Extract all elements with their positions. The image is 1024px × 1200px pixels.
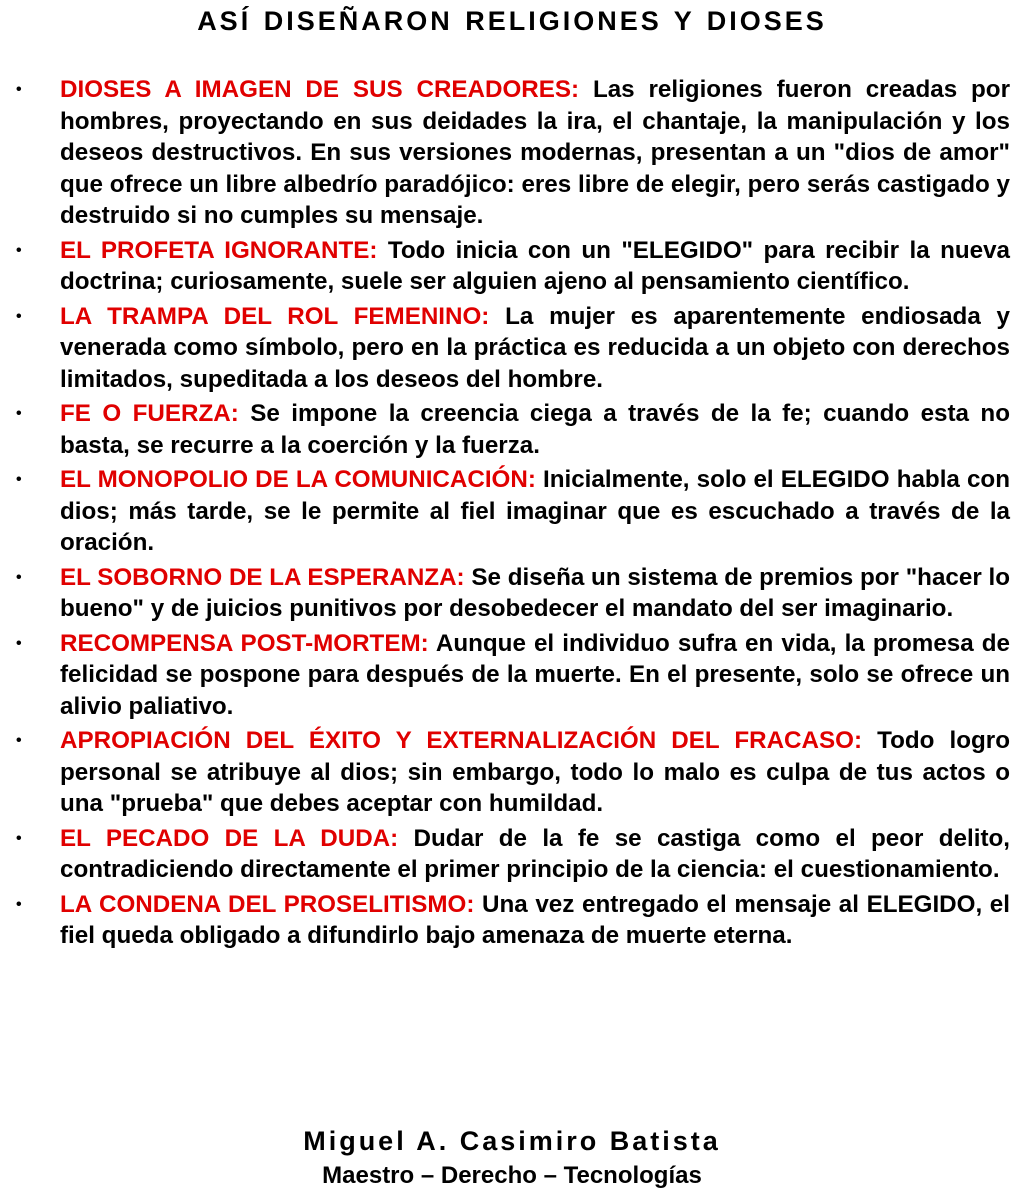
item-heading: EL MONOPOLIO DE LA COMUNICACIÓN: (60, 466, 536, 493)
bullet-icon: • (16, 568, 22, 586)
item-text: Se impone la creencia ciega a través de la fe; cuando esta no basta, se recurre a la coerción y la fuerza. (60, 400, 1010, 459)
bullet-icon: • (16, 405, 22, 422)
item-heading: LA TRAMPA DEL ROL FEMENINO: (60, 302, 490, 330)
list-item (16, 628, 1010, 723)
item-heading: RECOMPENSA POST-MORTEM: (60, 629, 429, 657)
item-text: Una vez entregado el mensaje al ELEGIDO, el fiel queda obligado a difundirlo bajo amenaza de muerte eterna. (60, 890, 1010, 949)
bullet-icon: • (16, 829, 22, 847)
item-heading: EL PECADO DE LA DUDA: (60, 824, 399, 852)
item-text: Dudar de la fe se castiga como el peor delito, contradiciendo directamente el primer principio de la ciencia: el cuestionamiento. (60, 824, 1010, 883)
item-heading: LA CONDENA DEL PROSELITISMO: (60, 890, 475, 918)
list-item (16, 398, 1010, 461)
bullet-icon: • (16, 241, 22, 259)
list-item (16, 725, 1010, 820)
item-text: Se diseña un sistema de premios por "hacer lo bueno" y de juicios punitivos por desobedecer el mandato del ser imaginario. (60, 563, 1010, 622)
bullet-icon: • (16, 471, 22, 488)
bullet-icon: • (16, 895, 22, 913)
list-item (16, 562, 1010, 625)
list-item (16, 74, 1010, 232)
list-item (16, 235, 1010, 298)
list-item (16, 464, 1010, 559)
item-heading: EL PROFETA IGNORANTE: (60, 236, 378, 264)
item-text: Todo logro personal se atribuye al dios; sin embargo, todo lo malo es culpa de tus actos o una "prueba" que debes aceptar con humildad. (60, 727, 1010, 817)
list-item (16, 823, 1010, 886)
list-item (16, 301, 1010, 396)
list-item (16, 889, 1010, 952)
bullet-icon: • (16, 732, 22, 749)
signature-role: Maestro – Derecho – Tecnologías (322, 1162, 702, 1189)
item-text: Las religiones fueron creadas por hombres, proyectando en sus deidades la ira, el chantaje, la manipulación y los deseos destructivos. En sus versiones modernas, presentan a un "dios de amor" que ofrece un libre albedrío paradójico: eres libre de elegir, pero serás castigado y destruido si no cumples su mensaje. (60, 76, 1010, 229)
bullet-icon: • (16, 634, 22, 652)
document-title: ASÍ DISEÑARON RELIGIONES Y DIOSES (197, 6, 827, 36)
bullet-icon: • (16, 81, 22, 98)
item-text: La mujer es aparentemente endiosada y venerada como símbolo, pero en la práctica es reducida a un objeto con derechos limitados, supeditada a los deseos del hombre. (60, 302, 1010, 393)
item-text: Todo inicia con un "ELEGIDO" para recibir la nueva doctrina; curiosamente, suele ser alguien ajeno al pensamiento científico. (60, 236, 1010, 295)
item-heading: APROPIACIÓN DEL ÉXITO Y EXTERNALIZACIÓN DEL FRACASO: (60, 727, 862, 754)
item-heading: DIOSES A IMAGEN DE SUS CREADORES: (60, 76, 580, 103)
principles-list (0, 74, 1024, 955)
signature-name: Miguel A. Casimiro Batista (303, 1126, 721, 1156)
item-text: Aunque el individuo sufra en vida, la promesa de felicidad se pospone para después de la muerte. En el presente, solo se ofrece un alivio paliativo. (60, 629, 1010, 720)
item-text: Inicialmente, solo el ELEGIDO habla con dios; más tarde, se le permite al fiel imaginar que es escuchado a través de la oración. (60, 466, 1010, 556)
item-heading: FE O FUERZA: (60, 400, 239, 427)
bullet-icon: • (16, 307, 22, 325)
item-heading: EL SOBORNO DE LA ESPERANZA: (60, 563, 465, 591)
